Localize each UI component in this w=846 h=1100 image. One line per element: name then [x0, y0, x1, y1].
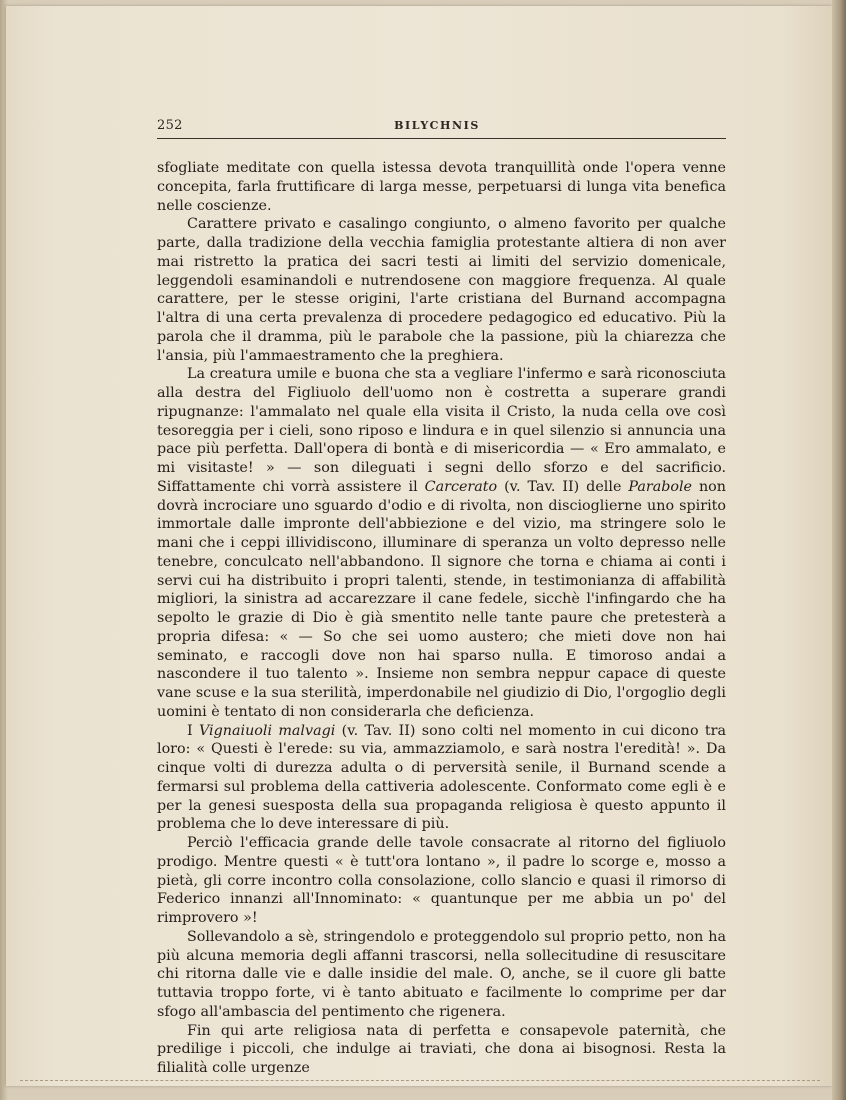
running-head: BILYCHNIS [394, 119, 480, 132]
italic-title: Carcerato [424, 478, 498, 495]
italic-title: Parabole [628, 478, 693, 495]
paragraph [157, 365, 726, 721]
page-header [157, 118, 727, 140]
page-number: 252 [157, 118, 183, 133]
paragraph: Carattere privato e casalingo congiunto, o almeno favorito per qualche parte, dalla tradizione della vecchia famiglia protestante altiera di non aver mai ristretto la pratica dei sacri testi ai limiti del servizio domenicale, leggendoli esaminandoli e nutrendosene con maggiore frequenza. Al quale carattere, per le stesse origini, l'arte cristiana del Burnand accompagna l'altra di una certa prevalenza di procedere pedagogico ed educativo. Più la parola che il dramma, più le parabole che la passione, più la chiarezza che l'ansia, più l'ammaestramento che la preghiera. [157, 216, 726, 364]
paragraph-text: non dovrà incrociare uno sguardo d'odio e di rivolta, non discioglierne uno spirito immortale dalle impronte dell'abbiezione e del vizio, ma stringere solo le mani che i ceppi illividiscono, illuminare di speranza un volto depresso nelle tenebre, conculcato nell'abbandono. Il signore che torna e chiama ai conti i servi cui ha distribuito i propri talenti, stende, in testimonianza di affabilità migliori, la sinistra ad accarezzare il cane fedele, sicchè l'infingardo che ha sepolto le grazie di Dio è già smentito nelle tante paure che pretesterà a propria difesa: « — So che sei uomo austero; che mieti dove non hai seminato, e raccogli dove non hai sparso nulla. E timoroso andai a nascondere il tuo talento ». Insieme non sembra neppur capace di queste vane scuse e la sua sterilità, imperdonabile nel giudizio di Dio, l'orgoglio degli uomini è tentato di non considerarla che deficienza. [157, 478, 726, 720]
paragraph-text: (v. Tav. II) sono colti nel momento in cui dicono tra loro: « Questi è l'erede: su via, ammazziamolo, e sarà nostra l'eredità! ». Da cinque volti di durezza adulta o di perversità senile, il Burnand scende a fermarsi sul problema della cattiveria adolescente. Conformato come egli è e per la genesi suesposta della sua propaganda religiosa è questo appunto il problema che lo deve interessare di più. [157, 722, 727, 833]
paragraph-text: (v. Tav. II) delle [504, 478, 622, 495]
paragraph: Fin qui arte religiosa nata di perfetta e consapevole paternità, che predilige i piccoli, che indulge ai traviati, che dona ai bisognosi. Resta la filialità colle urgenze [157, 1022, 726, 1076]
binding-shadow-right [832, 0, 846, 1100]
paragraph: Sollevandolo a sè, stringendolo e proteggendolo sul proprio petto, non ha più alcuna memoria degli affanni trascorsi, nella sollecitudine di resuscitare chi ritorna dalle vie e dalle insidie del male. O, anche, se il cuore gli batte tuttavia troppo forte, vi è tanto abituato e facilmente lo comprime per dar sfogo all'ambascia del pentimento che rigenera. [157, 928, 726, 1020]
page-bottom-edge [20, 1080, 820, 1084]
paragraph: sfogliate meditate con quella istessa devota tranquillità onde l'opera venne concepita, farla fruttificare di larga messe, perpetuarsi di lunga vita benefica nelle coscienze. [157, 160, 726, 214]
paragraph: Perciò l'efficacia grande delle tavole consacrate al ritorno del figliuolo prodigo. Mentre questi « è tutt'ora lontano », il padre lo scorge e, mosso a pietà, gli corre incontro colla consolazione, collo slancio e quasi il rimorso di Federico innanzi all'Innominato: « quantunque per me abbia un po' del rimprovero »! [157, 835, 726, 926]
paragraph-text: La creatura umile e buona che sta a vegliare l'infermo e sarà riconosciuta alla destra del Figliuolo dell'uomo non è costretta a superare grandi ripugnanze: l'ammalato nel quale ella visita il Cristo, la nuda cella ove così tesoreggia per i cieli, sono riposo e lindura e in quel silenzio si annuncia una pace più perfetta. Dall'opera di bontà e di misericordia — « Ero ammalato, e mi visitaste! » — son dileguati i segni dello sforzo e del sacrificio. Siffattamente chi vorrà assistere il [157, 366, 726, 495]
paragraph-text: I [187, 722, 193, 739]
paragraph [157, 722, 726, 835]
body-text [157, 159, 726, 1078]
header-rule [157, 138, 726, 139]
italic-title: Vignaiuoli malvagi [198, 722, 336, 739]
